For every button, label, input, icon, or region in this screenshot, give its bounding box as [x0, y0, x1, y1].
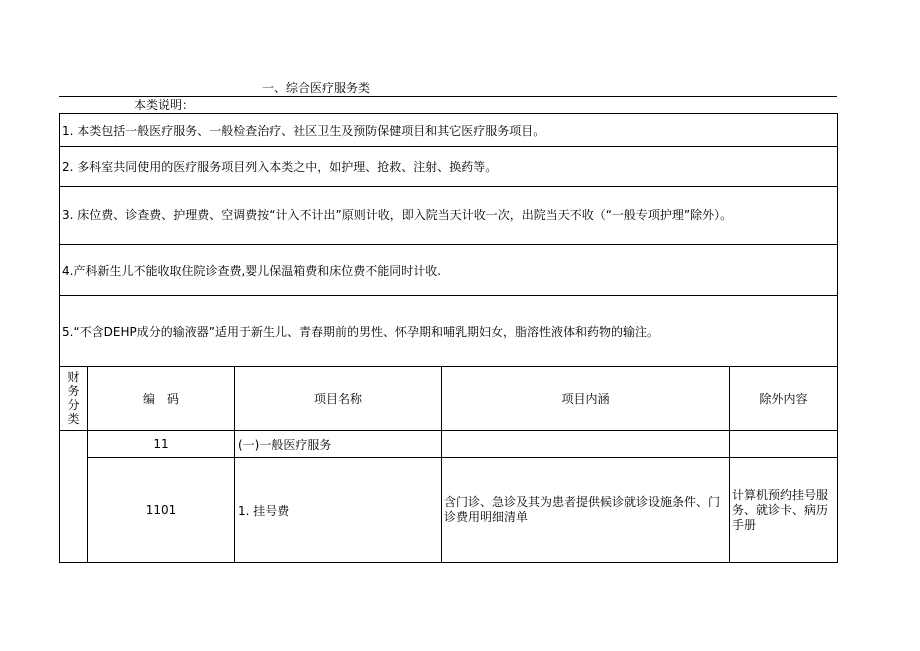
- table-row-exclusion-cell: [732, 458, 835, 562]
- note-1: 1. 本类包括一般医疗服务、一般检查治疗、社区卫生及预防保健项目和其它医疗服务项目。: [62, 124, 546, 138]
- notes-right-border: [837, 113, 838, 366]
- table-row-name: (一)一般医疗服务: [238, 437, 332, 452]
- note-3: 3. 床位费、诊查费、护理费、空调费按“计入不计出”原则计收，即入院当天计收一次，出院当天不收（“一般专项护理”除外）。: [62, 208, 733, 222]
- note-5: 5.“不含DEHP成分的输液器”适用于新生儿、青春期前的男性、怀孕期和哺乳期妇女，脂溶性液体和药物的输注。: [62, 325, 659, 339]
- divider: [59, 186, 837, 187]
- divider: [59, 146, 837, 147]
- notes-left-border: [59, 113, 60, 366]
- table-row-exclusion: [733, 431, 835, 457]
- table-row-content: 含门诊、急诊及其为患者提供候诊就诊设施条件、门诊费用明细清单: [444, 495, 721, 524]
- divider: [59, 96, 837, 97]
- header-content: 项目内涵: [561, 391, 610, 406]
- table-row-content: [445, 431, 727, 457]
- table-row-content-cell: [444, 458, 726, 562]
- table-row-code: 1101: [145, 503, 177, 517]
- section-title: 一、综合医疗服务类: [262, 81, 371, 95]
- divider: [59, 113, 837, 114]
- table-row-name: 1. 挂号费: [238, 503, 290, 518]
- table-row-exclusion: 计算机预约挂号服务、就诊卡、病历手册: [732, 487, 829, 532]
- table-border: [59, 562, 837, 563]
- note-4: 4.产科新生儿不能收取住院诊查费,婴儿保温箱费和床位费不能同时计收.: [62, 264, 442, 278]
- header-exclusion: 除外内容: [759, 391, 808, 406]
- divider: [59, 244, 837, 245]
- table-border: [837, 366, 838, 563]
- intro-label: 本类说明：: [134, 98, 195, 112]
- header-category: 财务分类: [67, 370, 80, 426]
- note-2: 2. 多科室共同使用的医疗服务项目列入本类之中，如护理、抢救、注射、换药等。: [62, 160, 498, 174]
- divider: [59, 295, 837, 296]
- table-row-code: 11: [153, 437, 169, 451]
- header-code: 编 码: [142, 391, 179, 406]
- header-name: 项目名称: [313, 391, 362, 406]
